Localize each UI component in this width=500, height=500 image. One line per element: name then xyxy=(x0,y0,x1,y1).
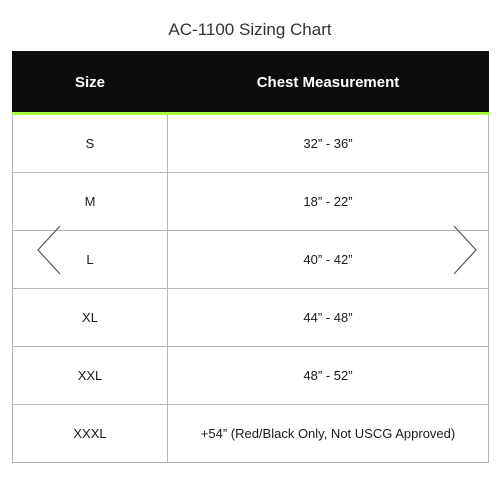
size-cell: XL xyxy=(13,289,168,347)
chart-title: AC-1100 Sizing Chart xyxy=(168,20,332,39)
size-cell: XXL xyxy=(13,347,168,405)
chest-cell: 48” - 52” xyxy=(168,347,489,405)
header-chest-measurement: Chest Measurement xyxy=(168,52,489,114)
table-row xyxy=(13,347,489,405)
header-size: Size xyxy=(13,52,168,114)
size-cell: S xyxy=(13,114,168,173)
table-row xyxy=(13,405,489,463)
table-header-row xyxy=(13,52,489,114)
chest-cell: 40” - 42” xyxy=(168,231,489,289)
table-row xyxy=(13,289,489,347)
table-row xyxy=(13,173,489,231)
table-row xyxy=(13,231,489,289)
chest-cell: 18” - 22” xyxy=(168,173,489,231)
chevron-left-icon[interactable] xyxy=(36,224,62,276)
chest-cell: +54” (Red/Black Only, Not USCG Approved) xyxy=(168,405,489,463)
sizing-table xyxy=(12,51,489,463)
chest-cell: 44” - 48” xyxy=(168,289,489,347)
chevron-right-icon[interactable] xyxy=(452,224,478,276)
size-cell: L xyxy=(13,231,168,289)
table-row xyxy=(13,114,489,173)
size-cell: M xyxy=(13,173,168,231)
chest-cell: 32” - 36” xyxy=(168,114,489,173)
size-cell: XXXL xyxy=(13,405,168,463)
